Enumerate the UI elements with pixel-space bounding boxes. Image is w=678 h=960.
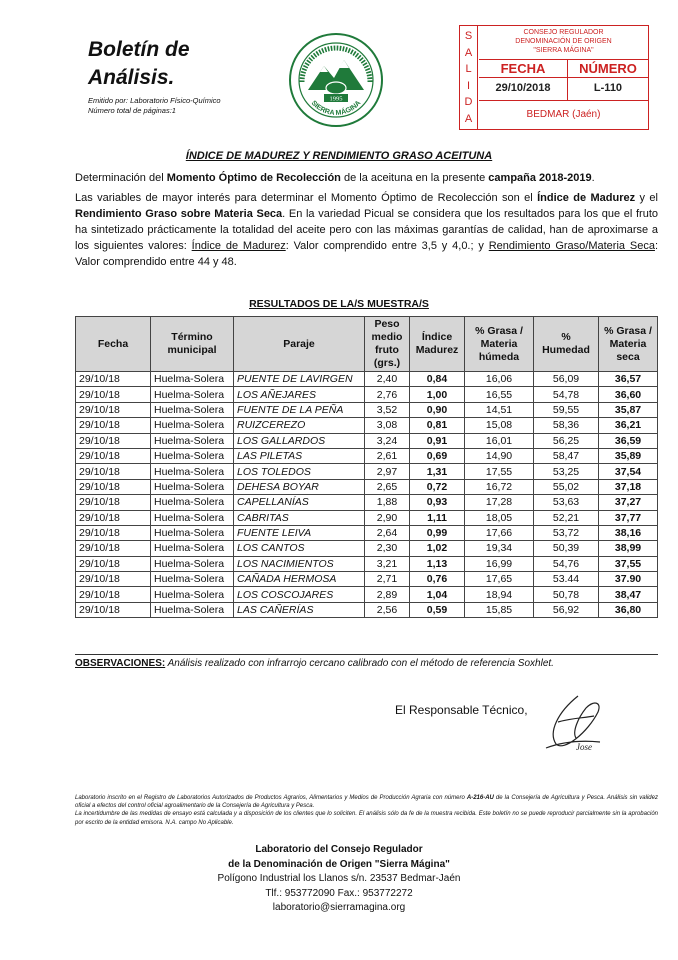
cell-peso: 2,71 <box>365 572 410 587</box>
col-peso: Peso medio fruto (grs.) <box>365 317 410 372</box>
cell-indice: 1,31 <box>410 464 465 479</box>
cell-termino: Huelma-Solera <box>151 448 234 463</box>
cell-paraje: FUENTE DE LA PEÑA <box>234 402 365 417</box>
col-grasa-humeda: % Grasa / Materia húmeda <box>465 317 534 372</box>
table-row <box>76 525 658 540</box>
cell-humedad: 50,78 <box>534 587 599 602</box>
col-termino: Término municipal <box>151 317 234 372</box>
lab-name-line-2: de la Denominación de Origen "Sierra Mágina" <box>228 858 450 870</box>
page-count: Número total de páginas:1 <box>88 106 176 115</box>
cell-termino: Huelma-Solera <box>151 372 234 387</box>
footnote-registry: Laboratorio inscrito en el Registro de Laboratorios Autorizados de Productos Agrarios, Alimentarios y Medios de Producción Agraria con número A-216-AU de la Consejería de Agricultura y Pesca. Análisis sin validez oficial a efectos del control oficial agroalimentario de la Consejería de Agricultura y Pesca. <box>75 795 658 810</box>
logo-text: SIERRA MÁGINA <box>309 99 363 117</box>
cell-indice: 0,84 <box>410 372 465 387</box>
cell-paraje: LOS COSCOJARES <box>234 587 365 602</box>
stamp-date-label: FECHA <box>479 60 567 78</box>
table-row <box>76 556 658 571</box>
cell-fecha: 29/10/18 <box>76 418 151 433</box>
cell-fecha: 29/10/18 <box>76 464 151 479</box>
cell-grasa-seca: 36,60 <box>599 387 658 402</box>
stamp-header <box>479 26 648 60</box>
table-header-row <box>76 317 658 372</box>
cell-grasa-humeda: 17,28 <box>465 495 534 510</box>
stamp-letter: I <box>466 79 471 92</box>
sierra-magina-logo <box>288 32 384 128</box>
observations-text: Análisis realizado con infrarrojo cercano calibrado con el método de referencia Soxhlet. <box>165 658 554 669</box>
cell-grasa-humeda: 17,55 <box>465 464 534 479</box>
cell-fecha: 29/10/18 <box>76 448 151 463</box>
results-table <box>75 316 658 618</box>
stamp-location: BEDMAR (Jaén) <box>526 109 601 120</box>
col-grasa-seca: % Grasa / Materia seca <box>599 317 658 372</box>
cell-paraje: LAS CAÑERÍAS <box>234 602 365 617</box>
results-title: RESULTADOS DE LA/S MUESTRA/S <box>249 298 429 310</box>
cell-grasa-seca: 37,18 <box>599 479 658 494</box>
section-heading: ÍNDICE DE MADUREZ Y RENDIMIENTO GRASO ACEITUNA <box>185 150 493 162</box>
cell-paraje: CAPELLANÍAS <box>234 495 365 510</box>
lab-name-line-1: Laboratorio del Consejo Regulador <box>255 844 423 855</box>
cell-paraje: CABRITAS <box>234 510 365 525</box>
cell-indice: 0,90 <box>410 402 465 417</box>
cell-humedad: 58,47 <box>534 448 599 463</box>
cell-termino: Huelma-Solera <box>151 572 234 587</box>
cell-peso: 1,88 <box>365 495 410 510</box>
cell-humedad: 53,63 <box>534 495 599 510</box>
title-line-1: Boletín de <box>88 38 190 61</box>
col-paraje: Paraje <box>234 317 365 372</box>
stamp-number-label: NÚMERO <box>568 60 648 78</box>
stamp-header-line: DENOMINACIÓN DE ORIGEN <box>515 38 612 45</box>
cell-humedad: 59,55 <box>534 402 599 417</box>
cell-grasa-humeda: 18,94 <box>465 587 534 602</box>
cell-peso: 2,90 <box>365 510 410 525</box>
cell-peso: 2,97 <box>365 464 410 479</box>
observations-label: OBSERVACIONES: <box>75 658 166 669</box>
cell-humedad: 56,92 <box>534 602 599 617</box>
stamp-number-value: L-110 <box>593 82 623 94</box>
cell-grasa-seca: 37,77 <box>599 510 658 525</box>
handwritten-signature <box>538 692 608 756</box>
cell-peso: 3,08 <box>365 418 410 433</box>
cell-fecha: 29/10/18 <box>76 572 151 587</box>
cell-peso: 2,64 <box>365 525 410 540</box>
table-row <box>76 464 658 479</box>
cell-paraje: DEHESA BOYAR <box>234 479 365 494</box>
cell-grasa-humeda: 19,34 <box>465 541 534 556</box>
cell-paraje: LOS GALLARDOS <box>234 433 365 448</box>
cell-grasa-humeda: 18,05 <box>465 510 534 525</box>
cell-grasa-seca: 38,47 <box>599 587 658 602</box>
table-row <box>76 433 658 448</box>
cell-termino: Huelma-Solera <box>151 464 234 479</box>
cell-grasa-seca: 36,57 <box>599 372 658 387</box>
stamp-header-line: CONSEJO REGULADOR <box>523 29 604 36</box>
cell-peso: 2,65 <box>365 479 410 494</box>
cell-termino: Huelma-Solera <box>151 479 234 494</box>
cell-paraje: LOS CANTOS <box>234 541 365 556</box>
cell-grasa-seca: 37,27 <box>599 495 658 510</box>
lab-address-line: Polígono Industrial los Llanos s/n. 23537 Bedmar-Jaén <box>217 873 461 884</box>
cell-paraje: LOS AÑEJARES <box>234 387 365 402</box>
stamp-letter: D <box>464 96 473 109</box>
cell-indice: 1,11 <box>410 510 465 525</box>
cell-grasa-seca: 37,55 <box>599 556 658 571</box>
col-indice: Índice Madurez <box>410 317 465 372</box>
intro-paragraph-2: Las variables de mayor interés para determinar el Momento Óptimo de Recolección son el Índice de Madurez y el Rendimiento Graso sobre Materia Seca. En la variedad Picual se considera que los resultados para los que el fruto ha sintetizado prácticamente la totalidad del aceite pero con las máximas garantías de calidad, han de aproximarse a los siguientes valores: Índice de Madurez: Valor comprendido entre 3,5 y 4,0.; y Rendimiento Graso/Materia Seca: Valor comprendido entre 44 y 48. <box>75 192 658 268</box>
stamp-letter: A <box>464 46 473 59</box>
cell-grasa-seca: 37,54 <box>599 464 658 479</box>
cell-fecha: 29/10/18 <box>76 387 151 402</box>
col-humedad: % Humedad <box>534 317 599 372</box>
signature-name: Jose <box>576 742 592 752</box>
cell-indice: 0,59 <box>410 602 465 617</box>
issuer-info <box>88 96 221 116</box>
cell-grasa-seca: 36,21 <box>599 418 658 433</box>
cell-fecha: 29/10/18 <box>76 556 151 571</box>
stamp-letter: L <box>465 63 472 76</box>
cell-humedad: 54,76 <box>534 556 599 571</box>
lab-address <box>0 843 678 916</box>
cell-indice: 0,76 <box>410 572 465 587</box>
cell-paraje: CAÑADA HERMOSA <box>234 572 365 587</box>
cell-grasa-humeda: 15,08 <box>465 418 534 433</box>
cell-grasa-seca: 38,99 <box>599 541 658 556</box>
lab-email: laboratorio@sierramagina.org <box>272 902 406 913</box>
cell-grasa-humeda: 17,66 <box>465 525 534 540</box>
cell-humedad: 50,39 <box>534 541 599 556</box>
cell-peso: 2,89 <box>365 587 410 602</box>
cell-fecha: 29/10/18 <box>76 479 151 494</box>
cell-fecha: 29/10/18 <box>76 510 151 525</box>
cell-paraje: LOS NACIMIENTOS <box>234 556 365 571</box>
cell-grasa-humeda: 16,99 <box>465 556 534 571</box>
cell-grasa-humeda: 16,55 <box>465 387 534 402</box>
stamp-number-cell <box>568 60 648 101</box>
cell-grasa-humeda: 16,01 <box>465 433 534 448</box>
cell-termino: Huelma-Solera <box>151 525 234 540</box>
cell-peso: 3,21 <box>365 556 410 571</box>
cell-humedad: 52,21 <box>534 510 599 525</box>
cell-peso: 3,24 <box>365 433 410 448</box>
cell-grasa-seca: 36,80 <box>599 602 658 617</box>
cell-fecha: 29/10/18 <box>76 587 151 602</box>
responsible-technician: El Responsable Técnico, <box>395 703 528 717</box>
cell-indice: 1,00 <box>410 387 465 402</box>
cell-termino: Huelma-Solera <box>151 387 234 402</box>
cell-indice: 0,72 <box>410 479 465 494</box>
lab-phone-line: Tlf.: 953772090 Fax.: 953772272 <box>265 887 413 899</box>
legal-footnote <box>75 794 658 827</box>
footnote-uncertainty: La incertidumbre de las medidas de ensayo está calculada y a disposición de los clientes que lo soliciten. El análisis sólo da fe de la muestra recibida. Este boletín no se puede reproducir parcialmente sin la aprobación por escrito de la entidad emisora. N.A. campo No Aplicable. <box>75 811 658 826</box>
cell-humedad: 54,78 <box>534 387 599 402</box>
stamp-date-value: 29/10/2018 <box>495 82 551 94</box>
cell-indice: 1,02 <box>410 541 465 556</box>
cell-humedad: 53.44 <box>534 572 599 587</box>
table-row <box>76 602 658 617</box>
cell-termino: Huelma-Solera <box>151 602 234 617</box>
cell-paraje: LOS TOLEDOS <box>234 464 365 479</box>
cell-grasa-humeda: 17,65 <box>465 572 534 587</box>
col-fecha: Fecha <box>76 317 151 372</box>
cell-grasa-seca: 35,89 <box>599 448 658 463</box>
stamp-letter: S <box>464 30 473 43</box>
logo-year: 1995 <box>329 95 343 103</box>
cell-peso: 2,40 <box>365 372 410 387</box>
issued-by: Emitido por: Laboratorio Físico-Químico <box>88 96 221 105</box>
cell-termino: Huelma-Solera <box>151 510 234 525</box>
cell-grasa-seca: 37.90 <box>599 572 658 587</box>
cell-paraje: LAS PILETAS <box>234 448 365 463</box>
report-title <box>88 36 190 92</box>
cell-humedad: 56,25 <box>534 433 599 448</box>
observations <box>75 654 658 669</box>
cell-fecha: 29/10/18 <box>76 372 151 387</box>
table-row <box>76 387 658 402</box>
table-row <box>76 448 658 463</box>
cell-termino: Huelma-Solera <box>151 433 234 448</box>
cell-fecha: 29/10/18 <box>76 602 151 617</box>
cell-paraje: RUIZCEREZO <box>234 418 365 433</box>
cell-termino: Huelma-Solera <box>151 556 234 571</box>
table-row <box>76 479 658 494</box>
cell-termino: Huelma-Solera <box>151 418 234 433</box>
table-body <box>76 372 658 618</box>
stamp-header-line: "SIERRA MÁGINA" <box>533 47 594 54</box>
cell-humedad: 56,09 <box>534 372 599 387</box>
cell-grasa-seca: 36,59 <box>599 433 658 448</box>
cell-indice: 1,04 <box>410 587 465 602</box>
cell-peso: 2,76 <box>365 387 410 402</box>
cell-humedad: 58,36 <box>534 418 599 433</box>
table-row <box>76 418 658 433</box>
stamp-letter: A <box>464 112 473 125</box>
cell-paraje: PUENTE DE LAVIRGEN <box>234 372 365 387</box>
cell-indice: 0,81 <box>410 418 465 433</box>
cell-peso: 2,61 <box>365 448 410 463</box>
cell-indice: 0,99 <box>410 525 465 540</box>
cell-indice: 0,93 <box>410 495 465 510</box>
table-row <box>76 510 658 525</box>
stamp-date-cell <box>479 60 568 101</box>
cell-peso: 2,56 <box>365 602 410 617</box>
cell-fecha: 29/10/18 <box>76 525 151 540</box>
cell-termino: Huelma-Solera <box>151 495 234 510</box>
cell-indice: 0,91 <box>410 433 465 448</box>
cell-fecha: 29/10/18 <box>76 433 151 448</box>
cell-humedad: 55,02 <box>534 479 599 494</box>
cell-indice: 0,69 <box>410 448 465 463</box>
cell-paraje: FUENTE LEIVA <box>234 525 365 540</box>
cell-fecha: 29/10/18 <box>76 402 151 417</box>
cell-fecha: 29/10/18 <box>76 495 151 510</box>
cell-termino: Huelma-Solera <box>151 587 234 602</box>
cell-grasa-seca: 35,87 <box>599 402 658 417</box>
table-row <box>76 541 658 556</box>
output-stamp <box>459 25 649 130</box>
table-row <box>76 372 658 387</box>
cell-grasa-seca: 38,16 <box>599 525 658 540</box>
cell-termino: Huelma-Solera <box>151 402 234 417</box>
table-row <box>76 495 658 510</box>
cell-peso: 3,52 <box>365 402 410 417</box>
cell-termino: Huelma-Solera <box>151 541 234 556</box>
cell-humedad: 53,25 <box>534 464 599 479</box>
cell-grasa-humeda: 15,85 <box>465 602 534 617</box>
cell-grasa-humeda: 16,06 <box>465 372 534 387</box>
cell-grasa-humeda: 14,51 <box>465 402 534 417</box>
cell-peso: 2,30 <box>365 541 410 556</box>
cell-indice: 1,13 <box>410 556 465 571</box>
cell-grasa-humeda: 16,72 <box>465 479 534 494</box>
title-line-2: Análisis. <box>88 66 175 89</box>
intro-paragraph-1: Determinación del Momento Óptimo de Recolección de la aceituna en la presente campaña 2018-2019. <box>75 172 595 184</box>
table-row <box>76 587 658 602</box>
table-row <box>76 402 658 417</box>
stamp-side-letters <box>460 26 478 129</box>
cell-grasa-humeda: 14,90 <box>465 448 534 463</box>
cell-fecha: 29/10/18 <box>76 541 151 556</box>
table-row <box>76 572 658 587</box>
cell-humedad: 53,72 <box>534 525 599 540</box>
